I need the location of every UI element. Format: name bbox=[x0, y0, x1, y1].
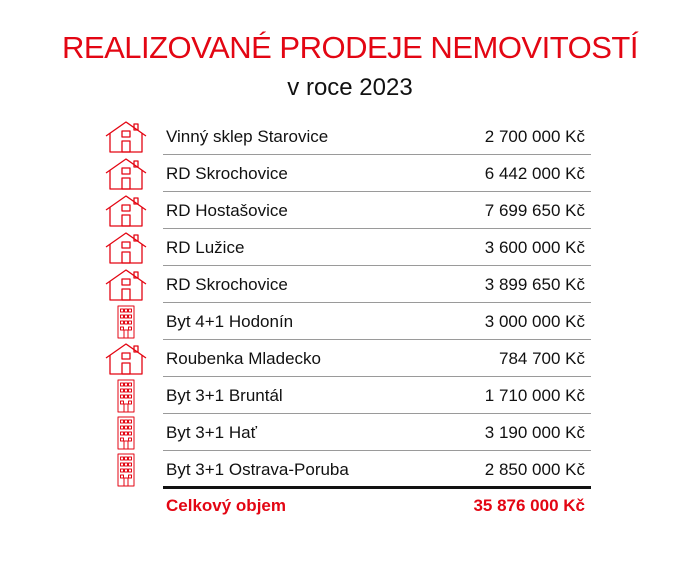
property-name: RD Lužice bbox=[166, 238, 245, 257]
property-name: Byt 4+1 Hodonín bbox=[166, 312, 294, 331]
table-row bbox=[103, 377, 591, 414]
sale-price: 2 700 000 Kč bbox=[484, 127, 585, 146]
sale-price: 3 000 000 Kč bbox=[484, 312, 585, 331]
table-row bbox=[103, 118, 591, 155]
total-row bbox=[103, 488, 591, 522]
sale-price: 3 190 000 Kč bbox=[484, 423, 585, 442]
apartment-building-icon bbox=[103, 305, 149, 339]
sale-price: 1 710 000 Kč bbox=[484, 386, 585, 405]
sale-price: 6 442 000 Kč bbox=[484, 164, 585, 183]
property-name: Byt 3+1 Hať bbox=[166, 423, 257, 442]
sale-price: 3 899 650 Kč bbox=[484, 275, 585, 294]
total-label: Celkový objem bbox=[166, 496, 286, 515]
property-name: Byt 3+1 Ostrava-Poruba bbox=[166, 460, 349, 479]
property-name: RD Skrochovice bbox=[166, 164, 288, 183]
table-row bbox=[103, 192, 591, 229]
house-icon bbox=[103, 231, 149, 265]
table-row bbox=[103, 266, 591, 303]
table-row bbox=[103, 340, 591, 377]
property-name: Roubenka Mladecko bbox=[166, 349, 321, 368]
house-icon bbox=[103, 342, 149, 376]
property-name: RD Skrochovice bbox=[166, 275, 288, 294]
sale-price: 2 850 000 Kč bbox=[484, 460, 585, 479]
apartment-building-icon bbox=[103, 453, 149, 487]
table-row bbox=[103, 451, 591, 488]
table-row bbox=[103, 303, 591, 340]
house-icon bbox=[103, 194, 149, 228]
total-value: 35 876 000 Kč bbox=[473, 496, 585, 515]
property-name: Byt 3+1 Bruntál bbox=[166, 386, 283, 405]
property-name: RD Hostašovice bbox=[166, 201, 288, 220]
sale-price: 784 700 Kč bbox=[498, 349, 585, 368]
table-row bbox=[103, 155, 591, 192]
table-row bbox=[103, 414, 591, 451]
house-icon bbox=[103, 120, 149, 154]
sale-price: 7 699 650 Kč bbox=[484, 201, 585, 220]
page-title: REALIZOVANÉ PRODEJE NEMOVITOSTÍ bbox=[62, 30, 638, 65]
house-icon bbox=[103, 268, 149, 302]
table-row bbox=[103, 229, 591, 266]
apartment-building-icon bbox=[103, 379, 149, 413]
sale-price: 3 600 000 Kč bbox=[484, 238, 585, 257]
house-icon bbox=[103, 157, 149, 191]
property-name: Vinný sklep Starovice bbox=[166, 127, 329, 146]
apartment-building-icon bbox=[103, 416, 149, 450]
sales-table bbox=[103, 118, 591, 522]
page-subtitle: v roce 2023 bbox=[287, 74, 413, 101]
